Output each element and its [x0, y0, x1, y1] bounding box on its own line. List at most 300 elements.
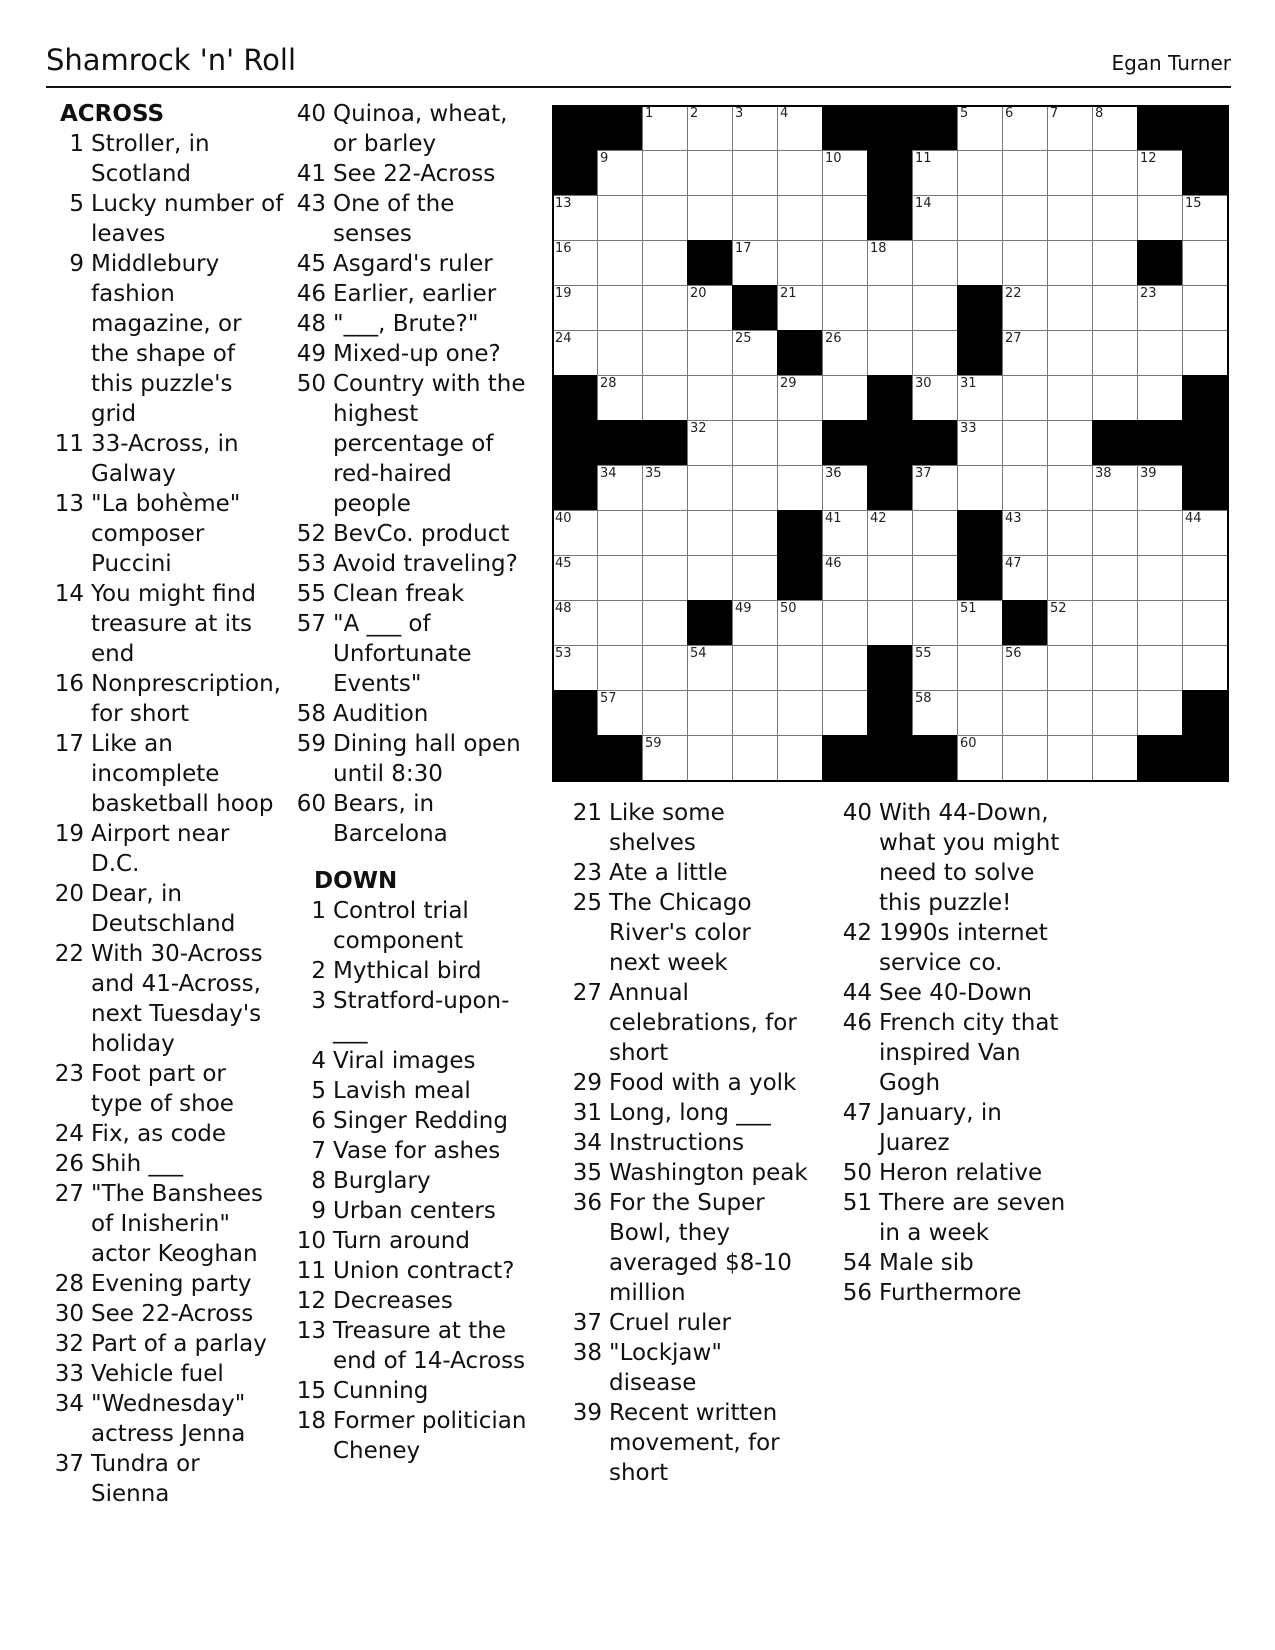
clue-down[interactable]: [292, 1376, 528, 1406]
grid-cell[interactable]: [1137, 510, 1183, 556]
grid-cell[interactable]: [552, 195, 598, 241]
clue-down[interactable]: [292, 1196, 528, 1226]
clue-across[interactable]: [50, 1329, 284, 1359]
clue-across[interactable]: [292, 369, 528, 519]
clue-down[interactable]: [568, 1308, 808, 1338]
grid-cell[interactable]: [1002, 690, 1048, 736]
clue-across[interactable]: [292, 309, 528, 339]
clue-across[interactable]: [50, 1119, 284, 1149]
grid-cell[interactable]: [552, 240, 598, 286]
clue-text: Control trial component: [333, 898, 469, 954]
grid-cell[interactable]: [642, 195, 688, 241]
grid-cell[interactable]: [777, 375, 823, 421]
grid-cell[interactable]: [687, 510, 733, 556]
clue-text: Stratford-upon-___: [333, 988, 510, 1044]
clue-number: 51: [842, 1190, 872, 1216]
grid-cell[interactable]: [1092, 285, 1138, 331]
grid-cell[interactable]: [867, 330, 913, 376]
clue-across[interactable]: [292, 249, 528, 279]
grid-cell[interactable]: [957, 465, 1003, 511]
clue-across[interactable]: [292, 579, 528, 609]
grid-cell[interactable]: [1047, 240, 1093, 286]
grid-cell[interactable]: [732, 420, 778, 466]
grid-cell[interactable]: [912, 510, 958, 556]
clue-across[interactable]: [292, 519, 528, 549]
clue-down[interactable]: [838, 1248, 1078, 1278]
grid-cell[interactable]: [687, 105, 733, 151]
clue-down[interactable]: [838, 798, 1078, 918]
grid-cell[interactable]: [732, 465, 778, 511]
clue-number: 23: [54, 1061, 84, 1087]
grid-cell[interactable]: [597, 645, 643, 691]
grid-cell[interactable]: [687, 735, 733, 781]
grid-cell[interactable]: [1092, 105, 1138, 151]
clue-across[interactable]: [50, 1059, 284, 1119]
grid-cell[interactable]: [957, 600, 1003, 646]
grid-cell[interactable]: [552, 330, 598, 376]
clue-text: Nonprescription, for short: [91, 671, 281, 727]
grid-cell[interactable]: [642, 285, 688, 331]
clue-down[interactable]: [292, 896, 528, 956]
grid-cell[interactable]: [1182, 645, 1228, 691]
grid-cell[interactable]: [1092, 240, 1138, 286]
grid-cell[interactable]: [1092, 465, 1138, 511]
clue-down[interactable]: [292, 1076, 528, 1106]
clue-down[interactable]: [292, 1106, 528, 1136]
grid-cell[interactable]: [1047, 285, 1093, 331]
block-cell: [552, 735, 598, 781]
grid-cell[interactable]: [687, 150, 733, 196]
grid-cell[interactable]: [1137, 375, 1183, 421]
grid-cell[interactable]: [822, 330, 868, 376]
grid-cell[interactable]: [642, 375, 688, 421]
clue-across[interactable]: [292, 549, 528, 579]
grid-cell[interactable]: [687, 645, 733, 691]
cell-number: 2: [690, 106, 699, 121]
grid-cell[interactable]: [642, 150, 688, 196]
grid-cell[interactable]: [1047, 420, 1093, 466]
grid-cell[interactable]: [1047, 555, 1093, 601]
clue-down[interactable]: [568, 858, 808, 888]
grid-cell[interactable]: [1137, 690, 1183, 736]
grid-cell[interactable]: [1047, 735, 1093, 781]
clue-across[interactable]: [50, 1149, 284, 1179]
grid-cell[interactable]: [912, 600, 958, 646]
clue-down[interactable]: [292, 1046, 528, 1076]
clue-down[interactable]: [838, 1008, 1078, 1098]
grid-cell[interactable]: [732, 690, 778, 736]
clue-number: 18: [296, 1408, 326, 1434]
clue-number: 38: [572, 1340, 602, 1366]
clue-number: 60: [296, 791, 326, 817]
grid-cell[interactable]: [1002, 150, 1048, 196]
clue-text: 1990s internet service co.: [879, 920, 1048, 976]
grid-cell[interactable]: [1092, 510, 1138, 556]
grid-cell[interactable]: [687, 195, 733, 241]
grid-cell[interactable]: [1137, 645, 1183, 691]
grid-cell[interactable]: [1002, 105, 1048, 151]
grid-cell[interactable]: [1002, 645, 1048, 691]
clue-across[interactable]: [50, 879, 284, 939]
clue-across[interactable]: [50, 579, 284, 669]
grid-cell[interactable]: [1092, 690, 1138, 736]
grid-cell[interactable]: [957, 645, 1003, 691]
clue-down[interactable]: [568, 798, 808, 858]
clue-number: 21: [572, 800, 602, 826]
grid-cell[interactable]: [777, 690, 823, 736]
cell-number: 19: [555, 286, 572, 301]
grid-cell[interactable]: [732, 645, 778, 691]
clue-across[interactable]: [50, 1389, 284, 1449]
grid-cell[interactable]: [1092, 195, 1138, 241]
grid-cell[interactable]: [732, 240, 778, 286]
clue-across[interactable]: [50, 489, 284, 579]
puzzle-author: Egan Turner: [1111, 51, 1231, 75]
grid-cell[interactable]: [1002, 285, 1048, 331]
grid-cell[interactable]: [597, 555, 643, 601]
grid-cell[interactable]: [642, 690, 688, 736]
grid-cell[interactable]: [867, 285, 913, 331]
grid-cell[interactable]: [1047, 330, 1093, 376]
clue-down[interactable]: [838, 1188, 1078, 1248]
grid-cell[interactable]: [1047, 465, 1093, 511]
block-cell: [957, 285, 1003, 331]
grid-cell[interactable]: [687, 690, 733, 736]
grid-cell[interactable]: [777, 420, 823, 466]
grid-cell[interactable]: [687, 465, 733, 511]
grid-cell[interactable]: [732, 735, 778, 781]
grid-cell[interactable]: [1002, 420, 1048, 466]
grid-cell[interactable]: [1002, 465, 1048, 511]
grid-cell[interactable]: [687, 375, 733, 421]
grid-cell[interactable]: [597, 150, 643, 196]
grid-cell[interactable]: [777, 285, 823, 331]
clue-number: 56: [842, 1280, 872, 1306]
grid-cell[interactable]: [597, 240, 643, 286]
clue-number: 37: [54, 1451, 84, 1477]
clue-across[interactable]: [50, 729, 284, 819]
clue-number: 35: [572, 1160, 602, 1186]
clue-number: 57: [296, 611, 326, 637]
grid-cell[interactable]: [1137, 330, 1183, 376]
grid-cell[interactable]: [552, 285, 598, 331]
clue-down[interactable]: [838, 978, 1078, 1008]
grid-cell[interactable]: [912, 645, 958, 691]
clue-down[interactable]: [568, 1188, 808, 1308]
clue-across[interactable]: [50, 1299, 284, 1329]
block-cell: [867, 690, 913, 736]
grid-cell[interactable]: [1047, 690, 1093, 736]
grid-cell[interactable]: [912, 330, 958, 376]
grid-cell[interactable]: [957, 240, 1003, 286]
clue-number: 52: [296, 521, 326, 547]
clue-across[interactable]: [292, 699, 528, 729]
grid-cell[interactable]: [732, 195, 778, 241]
clue-across[interactable]: [50, 1449, 284, 1509]
clue-down[interactable]: [568, 978, 808, 1068]
clue-across[interactable]: [292, 729, 528, 789]
grid-cell[interactable]: [822, 150, 868, 196]
clue-across[interactable]: [292, 609, 528, 699]
clue-down[interactable]: [292, 1286, 528, 1316]
grid-cell[interactable]: [1137, 150, 1183, 196]
grid-cell[interactable]: [822, 285, 868, 331]
clue-across[interactable]: [50, 1359, 284, 1389]
grid-cell[interactable]: [822, 690, 868, 736]
clue-text: Foot part or type of shoe: [91, 1061, 234, 1117]
grid-cell[interactable]: [1182, 600, 1228, 646]
clue-text: Vehicle fuel: [91, 1361, 224, 1387]
grid-cell[interactable]: [777, 735, 823, 781]
clue-across[interactable]: [50, 189, 284, 249]
clue-across[interactable]: [292, 789, 528, 849]
grid-cell[interactable]: [642, 105, 688, 151]
cell-number: 48: [555, 601, 572, 616]
grid-cell[interactable]: [912, 240, 958, 286]
grid-cell[interactable]: [912, 465, 958, 511]
grid-cell[interactable]: [1047, 600, 1093, 646]
grid-cell[interactable]: [732, 150, 778, 196]
grid-cell[interactable]: [1137, 195, 1183, 241]
grid-cell[interactable]: [957, 375, 1003, 421]
clue-down[interactable]: [838, 1158, 1078, 1188]
clue-down[interactable]: [838, 1098, 1078, 1158]
grid-cell[interactable]: [552, 510, 598, 556]
grid-cell[interactable]: [777, 150, 823, 196]
grid-cell[interactable]: [1182, 555, 1228, 601]
cell-number: 59: [645, 736, 662, 751]
grid-cell[interactable]: [822, 510, 868, 556]
clue-text: See 22-Across: [333, 161, 496, 187]
grid-cell[interactable]: [597, 195, 643, 241]
clue-down[interactable]: [292, 1136, 528, 1166]
clue-down[interactable]: [292, 1316, 528, 1376]
clue-text: "Wednesday" actress Jenna: [91, 1391, 246, 1447]
clue-down[interactable]: [568, 1068, 808, 1098]
grid-cell[interactable]: [732, 555, 778, 601]
grid-cell[interactable]: [597, 375, 643, 421]
cell-number: 10: [825, 151, 842, 166]
clue-down[interactable]: [568, 1398, 808, 1488]
grid-cell[interactable]: [1002, 555, 1048, 601]
clue-text: Turn around: [333, 1228, 470, 1254]
grid-cell[interactable]: [597, 510, 643, 556]
grid-cell[interactable]: [597, 465, 643, 511]
grid-cell[interactable]: [597, 285, 643, 331]
clue-across[interactable]: [50, 129, 284, 189]
clue-down[interactable]: [568, 1338, 808, 1398]
grid-cell[interactable]: [732, 375, 778, 421]
cell-number: 23: [1140, 286, 1157, 301]
grid-cell[interactable]: [1092, 330, 1138, 376]
clue-number: 5: [311, 1078, 326, 1104]
clue-across[interactable]: [292, 279, 528, 309]
down-clues-column-3: [838, 798, 1078, 1308]
grid-cell[interactable]: [1182, 195, 1228, 241]
grid-cell[interactable]: [1092, 375, 1138, 421]
clue-across[interactable]: [50, 429, 284, 489]
grid-cell[interactable]: [642, 600, 688, 646]
grid-cell[interactable]: [912, 690, 958, 736]
grid-cell[interactable]: [1047, 375, 1093, 421]
grid-cell[interactable]: [1092, 735, 1138, 781]
grid-cell[interactable]: [822, 195, 868, 241]
grid-cell[interactable]: [552, 600, 598, 646]
grid-cell[interactable]: [777, 645, 823, 691]
grid-cell[interactable]: [687, 555, 733, 601]
grid-cell[interactable]: [1182, 285, 1228, 331]
clue-number: 1: [311, 898, 326, 924]
grid-cell[interactable]: [822, 375, 868, 421]
cell-number: 49: [735, 601, 752, 616]
grid-cell[interactable]: [957, 735, 1003, 781]
grid-cell[interactable]: [1137, 600, 1183, 646]
clue-down[interactable]: [292, 1166, 528, 1196]
clue-across[interactable]: [50, 939, 284, 1059]
grid-cell[interactable]: [1092, 645, 1138, 691]
clue-text: Washington peak: [609, 1160, 808, 1186]
cell-number: 7: [1050, 106, 1059, 121]
clue-down[interactable]: [838, 918, 1078, 978]
cell-number: 12: [1140, 151, 1157, 166]
grid-cell[interactable]: [822, 600, 868, 646]
grid-cell[interactable]: [777, 105, 823, 151]
grid-cell[interactable]: [1002, 510, 1048, 556]
grid-cell[interactable]: [1002, 375, 1048, 421]
grid-cell[interactable]: [1092, 600, 1138, 646]
grid-cell[interactable]: [777, 195, 823, 241]
grid-cell[interactable]: [642, 510, 688, 556]
clue-across[interactable]: [50, 819, 284, 879]
grid-cell[interactable]: [1137, 555, 1183, 601]
grid-cell[interactable]: [867, 555, 913, 601]
grid-cell[interactable]: [732, 510, 778, 556]
across-clues-column-1: [50, 129, 284, 1509]
clue-down[interactable]: [292, 1256, 528, 1286]
grid-cell[interactable]: [597, 330, 643, 376]
grid-cell[interactable]: [642, 555, 688, 601]
grid-cell[interactable]: [912, 285, 958, 331]
grid-cell[interactable]: [957, 195, 1003, 241]
grid-cell[interactable]: [642, 645, 688, 691]
grid-cell[interactable]: [822, 645, 868, 691]
clue-down[interactable]: [292, 956, 528, 986]
clue-across[interactable]: [292, 99, 528, 159]
grid-cell[interactable]: [777, 600, 823, 646]
grid-cell[interactable]: [597, 690, 643, 736]
grid-cell[interactable]: [552, 645, 598, 691]
grid-cell[interactable]: [732, 105, 778, 151]
grid-cell[interactable]: [687, 420, 733, 466]
clue-text: Like some shelves: [609, 800, 725, 856]
grid-cell[interactable]: [1182, 240, 1228, 286]
clue-across[interactable]: [292, 159, 528, 189]
clue-text: Cunning: [333, 1378, 429, 1404]
grid-cell[interactable]: [912, 150, 958, 196]
clue-text: With 44-Down, what you might need to solve this puzzle!: [879, 800, 1060, 916]
grid-cell[interactable]: [687, 285, 733, 331]
grid-cell[interactable]: [1002, 195, 1048, 241]
grid-cell[interactable]: [957, 150, 1003, 196]
clue-number: 17: [54, 731, 84, 757]
grid-cell[interactable]: [867, 240, 913, 286]
grid-cell[interactable]: [957, 105, 1003, 151]
grid-cell[interactable]: [957, 690, 1003, 736]
clue-down[interactable]: [568, 1098, 808, 1128]
grid-cell[interactable]: [957, 420, 1003, 466]
clue-number: 9: [311, 1198, 326, 1224]
grid-cell[interactable]: [642, 465, 688, 511]
clue-across[interactable]: [50, 669, 284, 729]
grid-cell[interactable]: [552, 555, 598, 601]
clue-down[interactable]: [292, 1406, 528, 1466]
grid-cell[interactable]: [867, 600, 913, 646]
grid-cell[interactable]: [642, 735, 688, 781]
grid-cell[interactable]: [1047, 645, 1093, 691]
grid-cell[interactable]: [822, 465, 868, 511]
grid-cell[interactable]: [1047, 150, 1093, 196]
grid-cell[interactable]: [912, 195, 958, 241]
block-cell: [867, 420, 913, 466]
grid-cell[interactable]: [912, 375, 958, 421]
clue-across[interactable]: [50, 249, 284, 429]
grid-cell[interactable]: [867, 510, 913, 556]
grid-cell[interactable]: [777, 465, 823, 511]
grid-cell[interactable]: [1047, 195, 1093, 241]
block-cell: [822, 420, 868, 466]
clue-across[interactable]: [292, 339, 528, 369]
clue-down[interactable]: [568, 888, 808, 978]
clue-down[interactable]: [838, 1278, 1078, 1308]
grid-cell[interactable]: [1047, 105, 1093, 151]
grid-cell[interactable]: [777, 240, 823, 286]
clue-number: 9: [69, 251, 84, 277]
grid-cell[interactable]: [1002, 240, 1048, 286]
clue-down[interactable]: [568, 1158, 808, 1188]
grid-cell[interactable]: [687, 330, 733, 376]
clue-across[interactable]: [50, 1269, 284, 1299]
grid-cell[interactable]: [1002, 330, 1048, 376]
clue-text: See 22-Across: [91, 1301, 254, 1327]
grid-cell[interactable]: [642, 240, 688, 286]
grid-cell[interactable]: [642, 330, 688, 376]
clue-down[interactable]: [568, 1128, 808, 1158]
clue-across[interactable]: [50, 1179, 284, 1269]
grid-cell[interactable]: [1047, 510, 1093, 556]
grid-cell[interactable]: [1137, 465, 1183, 511]
grid-cell[interactable]: [1002, 735, 1048, 781]
clue-down[interactable]: [292, 986, 528, 1046]
grid-cell[interactable]: [1182, 330, 1228, 376]
grid-cell[interactable]: [732, 600, 778, 646]
grid-cell[interactable]: [1092, 555, 1138, 601]
grid-cell[interactable]: [597, 600, 643, 646]
grid-cell[interactable]: [1182, 510, 1228, 556]
grid-cell[interactable]: [912, 555, 958, 601]
clue-number: 27: [572, 980, 602, 1006]
cell-number: 13: [555, 196, 572, 211]
grid-cell[interactable]: [822, 555, 868, 601]
grid-cell[interactable]: [1137, 285, 1183, 331]
clue-text: Asgard's ruler: [333, 251, 493, 277]
grid-cell[interactable]: [732, 330, 778, 376]
grid-cell[interactable]: [1092, 150, 1138, 196]
clue-text: With 30-Across and 41-Across, next Tuesday's holiday: [91, 941, 263, 1057]
grid-cell[interactable]: [822, 240, 868, 286]
cell-number: 56: [1005, 646, 1022, 661]
clue-across[interactable]: [292, 189, 528, 249]
clue-down[interactable]: [292, 1226, 528, 1256]
